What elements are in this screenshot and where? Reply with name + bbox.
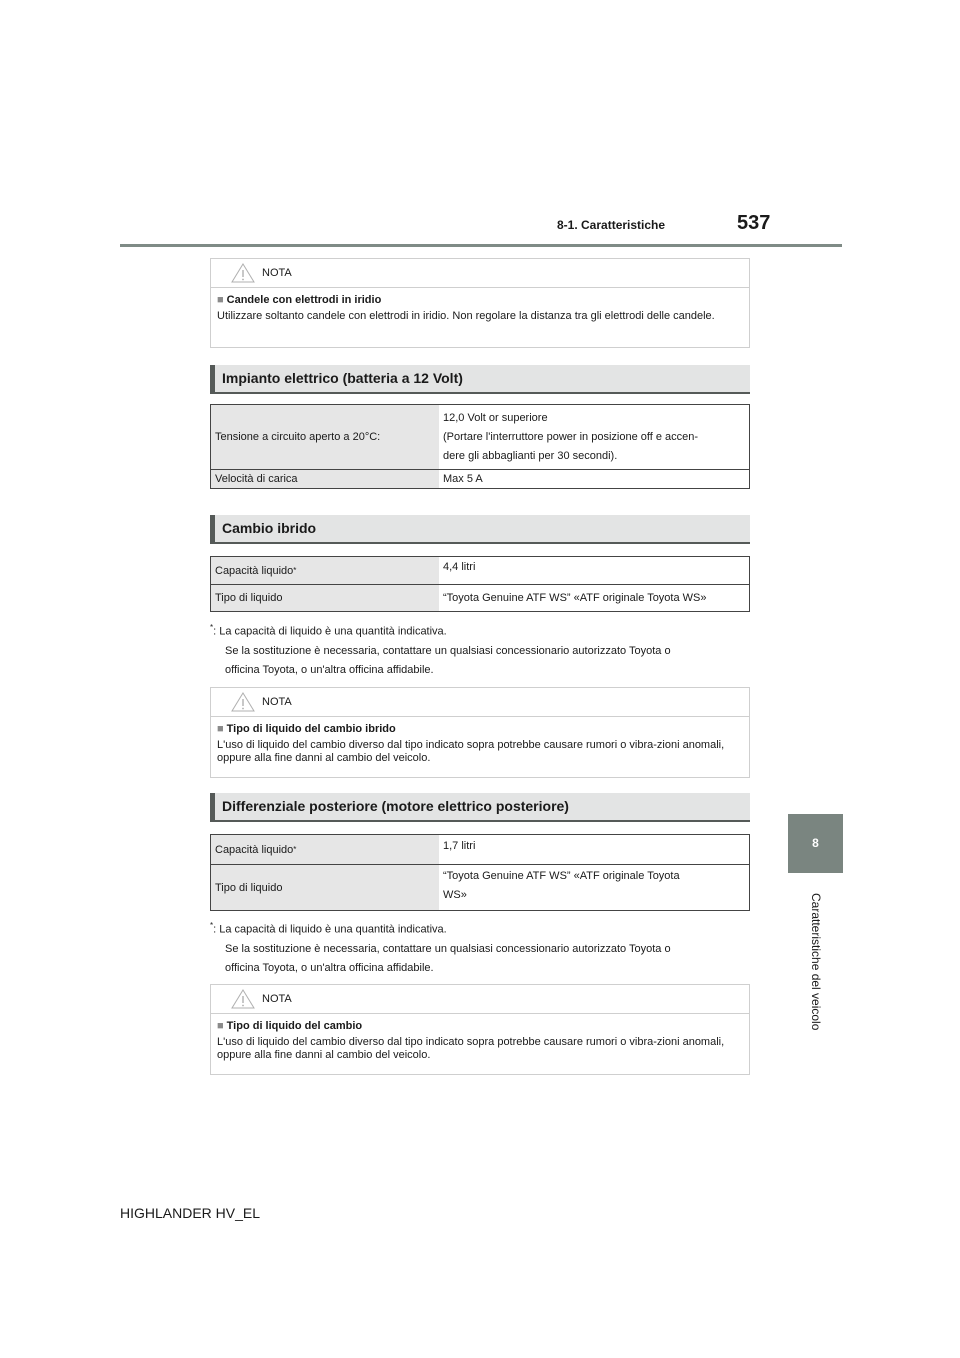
note-title: ■ Candele con elettrodi in iridio	[217, 294, 382, 306]
spec-table-rear	[210, 834, 750, 911]
note-title: ■ Tipo di liquido del cambio	[217, 1020, 363, 1032]
header-rule	[120, 244, 842, 247]
page-number: 537	[737, 212, 771, 234]
table-row: Tipo di liquido “Toyota Genuine ATF WS” «ATF originale Toyota WS»	[211, 585, 749, 611]
square-bullet-icon: ■	[217, 723, 224, 735]
note-label: NOTA	[262, 696, 292, 708]
spec-table-electric	[210, 404, 750, 489]
square-bullet-icon: ■	[217, 294, 224, 306]
note-label: NOTA	[262, 993, 292, 1005]
table-row: Tipo di liquido “Toyota Genuine ATF WS” «ATF originale Toyota WS»	[211, 865, 749, 910]
document-footer: HIGHLANDER HV_EL	[120, 1205, 261, 1221]
note-box	[210, 984, 750, 1075]
table-row: Capacità liquido * 4,4 litri	[211, 557, 749, 585]
section-heading-electric: Impianto elettrico (batteria a 12 Volt)	[210, 365, 750, 394]
square-bullet-icon: ■	[217, 1020, 224, 1032]
table-row: Tensione a circuito aperto a 20°C: 12,0 Volt or superiore (Portare l'interruttore power in posizione off e accen- dere gli abbaglianti per 30 secondi).	[211, 405, 749, 470]
table-row: Velocità di carica Max 5 A	[211, 470, 749, 488]
note-text: Utilizzare soltanto candele con elettrodi in iridio. Non regolare la distanza tra gli elettrodi delle candele.	[217, 310, 715, 322]
spec-table-hybrid	[210, 556, 750, 612]
warning-icon	[231, 692, 255, 712]
section-heading-hybrid: Cambio ibrido	[210, 515, 750, 544]
section-title: 8-1. Caratteristiche	[557, 218, 666, 232]
note-text: L'uso di liquido del cambio diverso dal tipo indicato sopra potrebbe causare rumori o vibra-zioni anomali, oppure alla fine danni al cambio del veicolo.	[217, 739, 725, 764]
warning-icon	[231, 263, 255, 283]
section-heading-rear: Differenziale posteriore (motore elettrico posteriore)	[210, 793, 750, 822]
chapter-tab: 8	[788, 814, 843, 873]
note-text: L'uso di liquido del cambio diverso dal tipo indicato sopra potrebbe causare rumori o vibra-zioni anomali, oppure alla fine danni al cambio del veicolo.	[217, 1036, 725, 1061]
table-row: Capacità liquido * 1,7 litri	[211, 835, 749, 865]
note-title: ■ Tipo di liquido del cambio ibrido	[217, 723, 396, 735]
warning-icon	[231, 989, 255, 1009]
footnote-hybrid: *: La capacità di liquido è una quantità indicativa. Se la sostituzione è necessaria, contattare un qualsiasi concessionario autorizzato Toyota o officina Toyota, o un'altra officina affidabile.	[210, 623, 671, 676]
note-box	[210, 687, 750, 778]
footnote-rear: *: La capacità di liquido è una quantità indicativa. Se la sostituzione è necessaria, contattare un qualsiasi concessionario autorizzato Toyota o officina Toyota, o un'altra officina affidabile.	[210, 921, 671, 974]
note-box	[210, 258, 750, 348]
note-label: NOTA	[262, 267, 292, 279]
chapter-label: Caratteristiche del veicolo	[809, 893, 823, 1031]
